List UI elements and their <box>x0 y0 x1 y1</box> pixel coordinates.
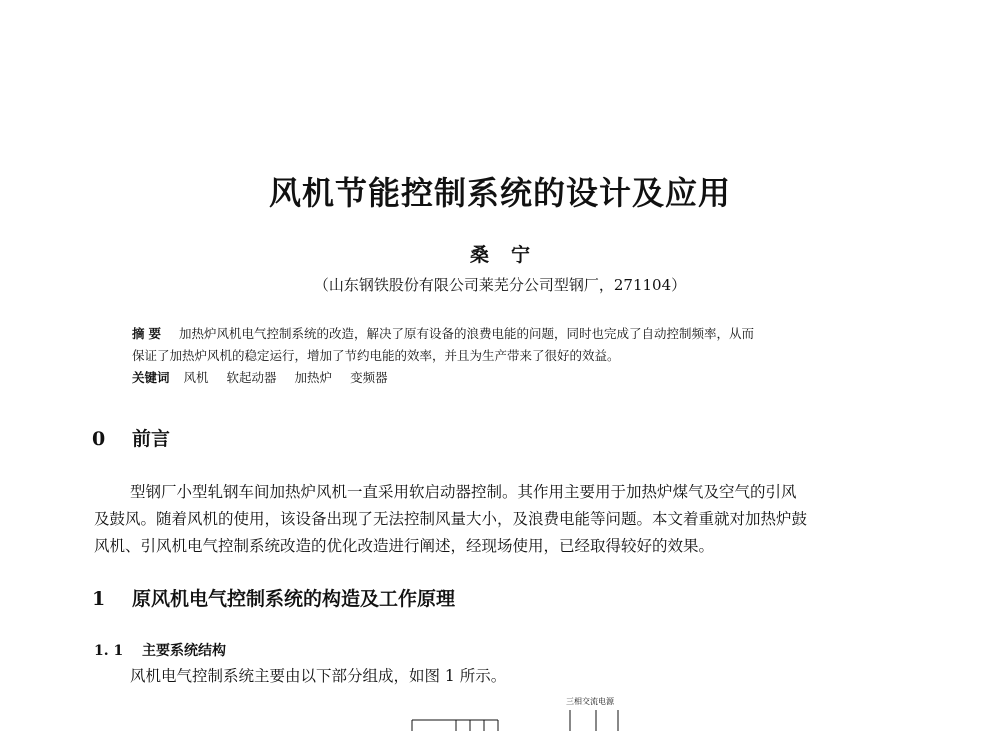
section-1-heading <box>92 584 455 611</box>
section-0-heading <box>92 424 170 451</box>
keyword-item: 风机 <box>183 370 209 385</box>
figure-power-label: 三相交流电源 <box>566 697 614 706</box>
section-1-title: 原风机电气控制系统的构造及工作原理 <box>132 588 456 610</box>
section-0-paragraph <box>94 479 914 560</box>
subsection-1-1-heading <box>94 640 226 660</box>
paper-title: 风机节能控制系统的设计及应用 <box>268 174 731 212</box>
author-affiliation: （山东钢铁股份有限公司莱芜分公司型钢厂，271104） <box>313 276 687 294</box>
figure-1 <box>400 696 660 731</box>
author-name: 桑宁 <box>469 244 552 266</box>
keywords-label: 关键词 <box>132 370 170 385</box>
abstract-line-1 <box>132 323 892 345</box>
figure-1-diagram <box>400 696 660 731</box>
section-0-title: 前言 <box>132 428 171 450</box>
abstract-label: 摘要 <box>132 326 166 341</box>
subsection-1-1-paragraph <box>94 663 914 690</box>
keyword-item: 加热炉 <box>294 370 333 385</box>
paragraph-line: 风机电气控制系统主要由以下部分组成，如图 1 所示。 <box>130 667 507 685</box>
keyword-item: 变频器 <box>350 370 388 385</box>
abstract-text-2: 保证了加热炉风机的稳定运行，增加了节约电能的效率，并且为生产带来了很好的效益。 <box>132 348 620 363</box>
paragraph-line: 风机、引风机电气控制系统改造的优化改造进行阐述，经现场使用，已经取得较好的效果。 <box>94 537 715 555</box>
section-0-number: 0 <box>92 428 106 450</box>
subsection-1-1-title: 主要系统结构 <box>142 643 226 659</box>
subsection-1-1-number: 1. 1 <box>94 643 124 659</box>
paragraph-line: 及鼓风。随着风机的使用，该设备出现了无法控制风量大小，及浪费电能等问题。本文着重就对加热炉鼓 <box>94 510 808 528</box>
keywords-line <box>132 367 892 389</box>
keyword-item: 软起动器 <box>226 370 277 385</box>
section-1-number: 1 <box>92 588 106 610</box>
paragraph-line: 型钢厂小型轧钢车间加热炉风机一直采用软启动器控制。其作用主要用于加热炉煤气及空气的引风 <box>130 483 797 501</box>
abstract-line-2 <box>132 345 892 367</box>
abstract-text-1: 加热炉风机电气控制系统的改造，解决了原有设备的浪费电能的问题，同时也完成了自动控制频率，从而 <box>179 326 755 341</box>
